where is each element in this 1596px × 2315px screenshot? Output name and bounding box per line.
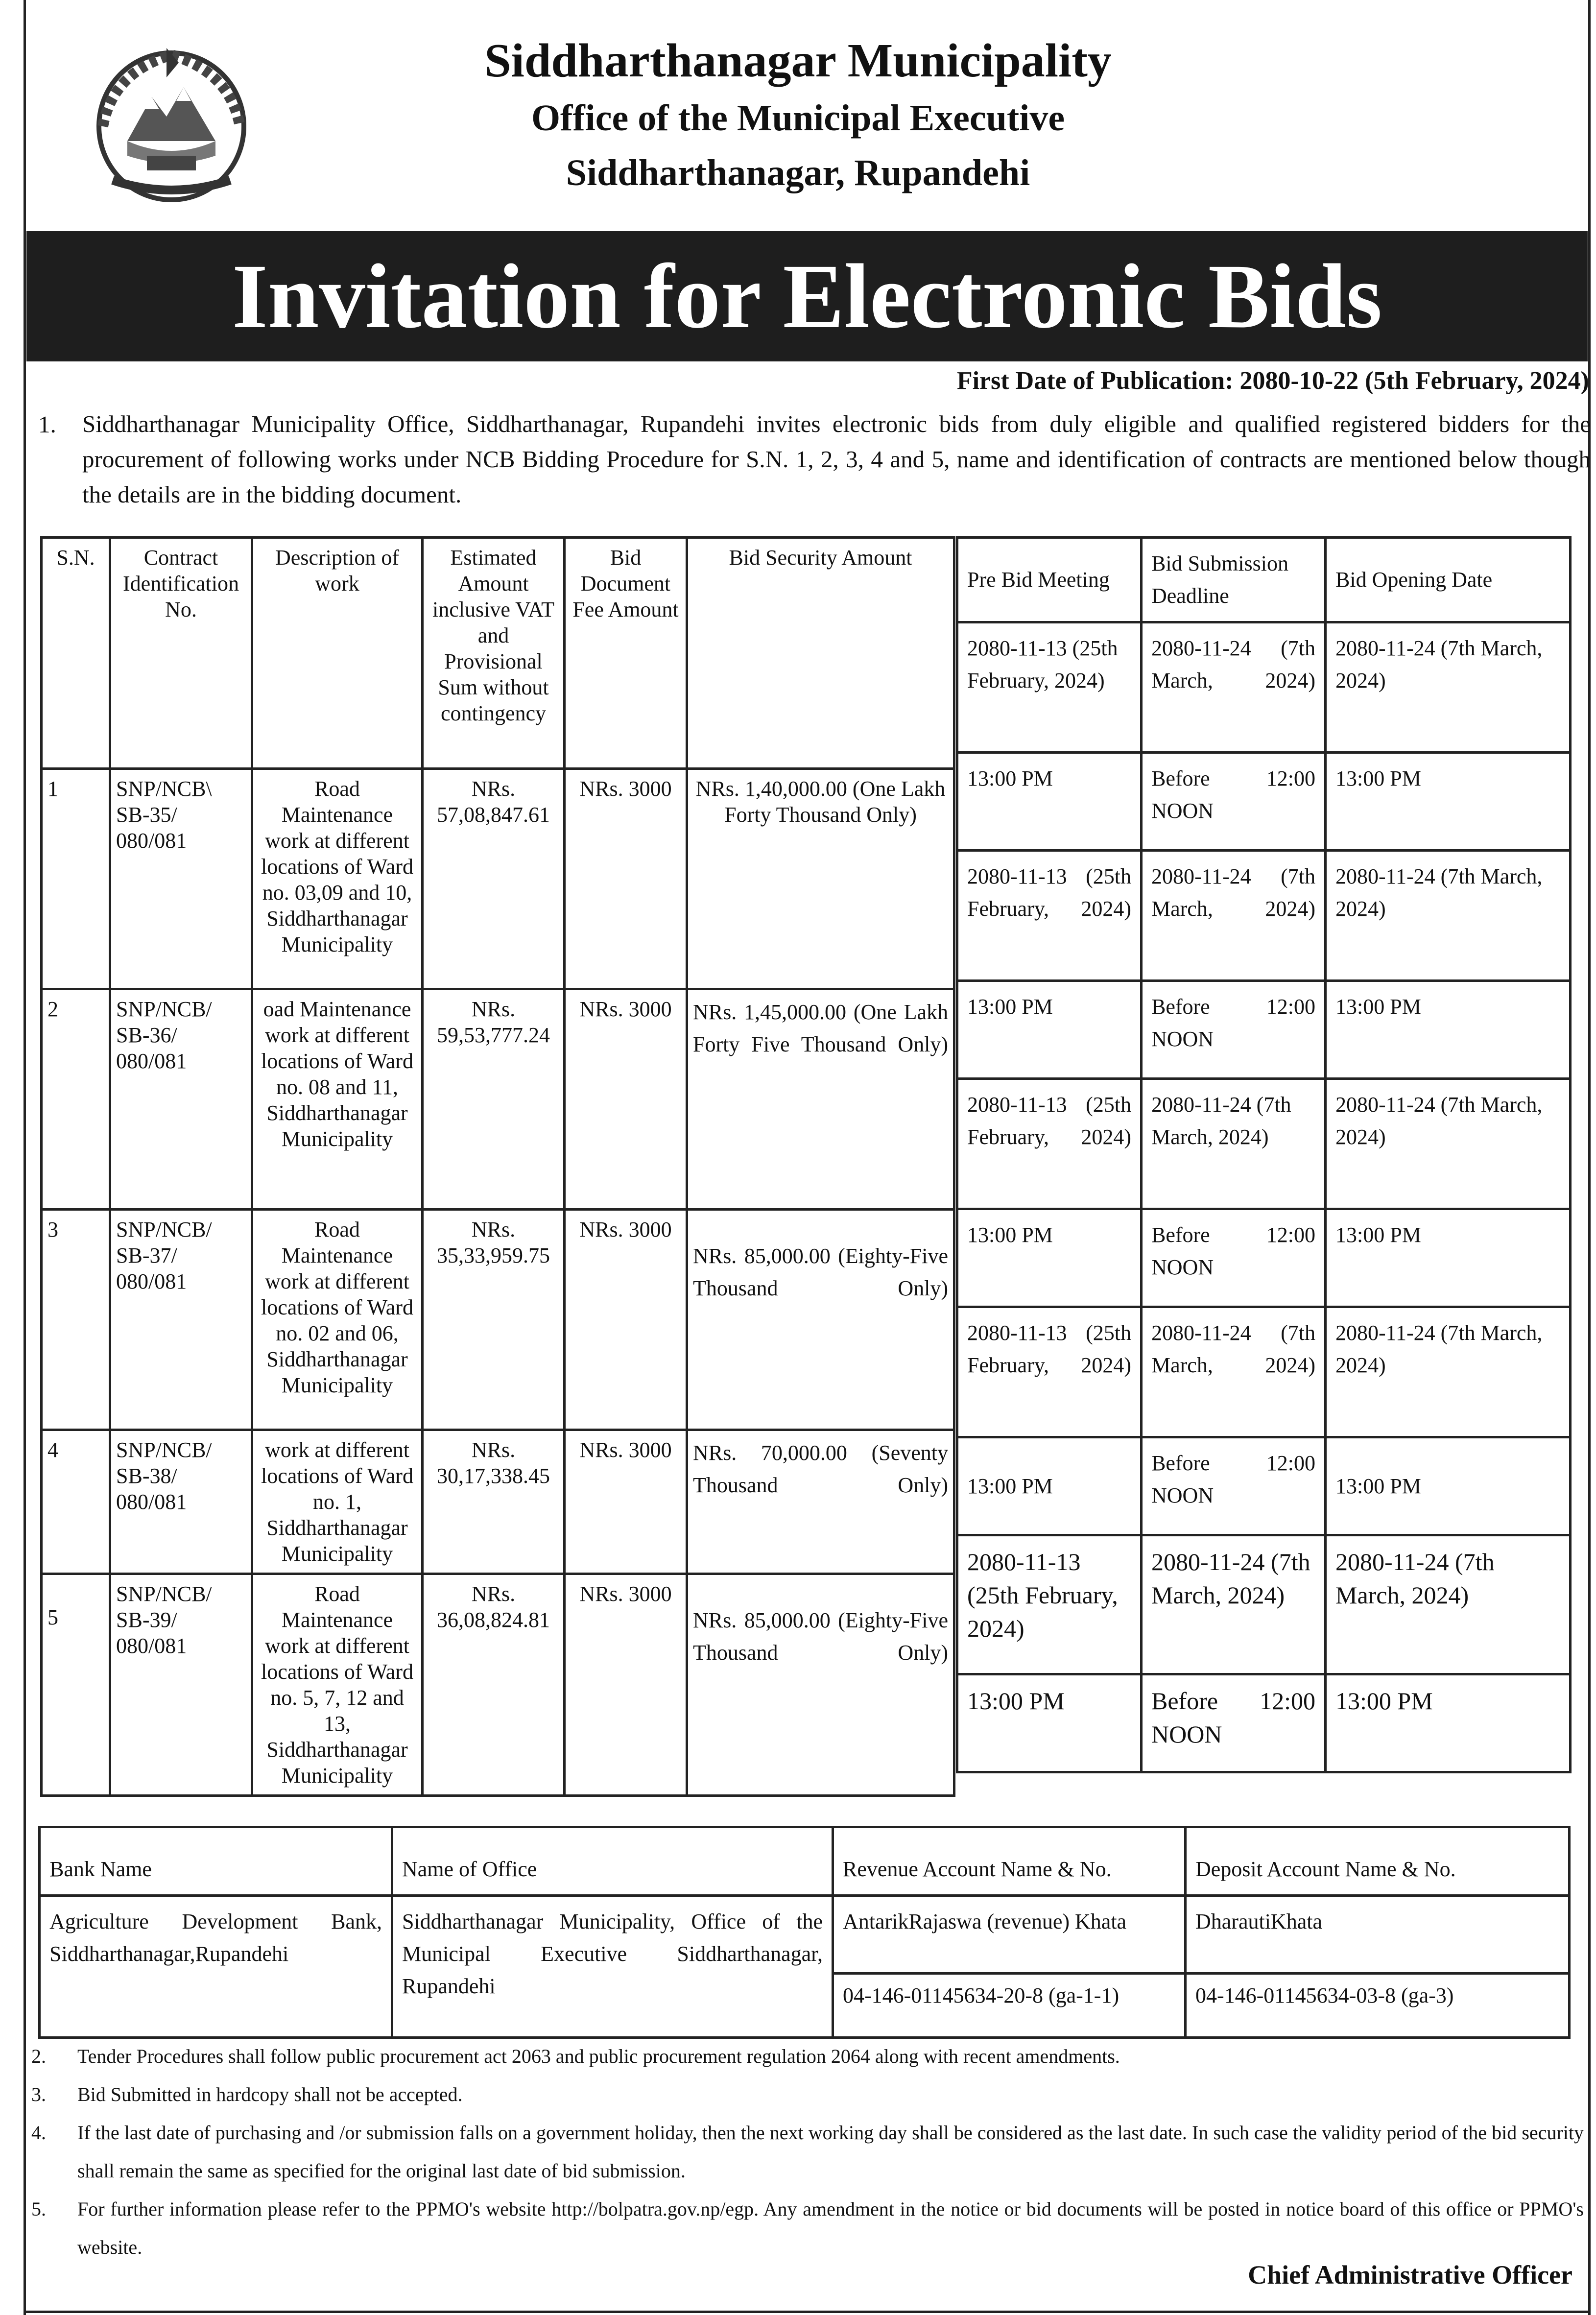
- schedule-header: [957, 538, 1571, 622]
- cell-sn: 2: [42, 989, 110, 1210]
- table-row: [42, 1210, 954, 1430]
- cell-contract-id: SNP/NCB/ SB-36/ 080/081: [110, 989, 252, 1210]
- cell-description: Road Maintenance work at different locations of Ward no. 03,09 and 10, Siddharthanagar Municipality: [252, 769, 423, 989]
- note-number: 4.: [31, 2122, 46, 2144]
- bottom-border: [24, 2311, 1591, 2313]
- office-name: Office of the Municipal Executive: [531, 97, 1065, 139]
- cell-doc-fee: NRs. 3000: [565, 769, 687, 989]
- list-item: [31, 2114, 1584, 2190]
- list-item: [31, 2076, 1584, 2114]
- schedule-row: [957, 1209, 1571, 1307]
- works-table-header: [42, 538, 954, 769]
- pre-bid-date: 2080-11-13 (25th February, 2024): [957, 851, 1142, 981]
- opening-date: 2080-11-24 (7th March, 2024): [1326, 851, 1571, 981]
- cell-contract-id: SNP/NCB\ SB-35/ 080/081: [110, 769, 252, 989]
- schedule-row: [957, 753, 1571, 851]
- header-bank: Bank Name: [40, 1827, 392, 1896]
- note-number: 2.: [31, 2045, 46, 2067]
- header-estimate: Estimated Amount inclusive VAT and Provisional Sum without contingency: [423, 538, 565, 769]
- submission-date: 2080-11-24 (7th March, 2024): [1142, 622, 1326, 753]
- header-deposit: Deposit Account Name & No.: [1186, 1827, 1570, 1896]
- submission-time: Before 12:00 NOON: [1142, 753, 1326, 851]
- opening-date: 2080-11-24 (7th March, 2024): [1326, 622, 1571, 753]
- table-row: [42, 1574, 954, 1796]
- pre-bid-time: 13:00 PM: [957, 753, 1142, 851]
- note-text: For further information please refer to the PPMO's website http://bolpatra.gov.np/egp. Any amendment in the notice or bid documents will be posted in notice board of this office or PPMO's website.: [77, 2198, 1584, 2258]
- header-doc-fee: Bid Document Fee Amount: [565, 538, 687, 769]
- header-opening: Bid Opening Date: [1326, 538, 1571, 622]
- header-security: Bid Security Amount: [687, 538, 954, 769]
- cell-estimate: NRs. 57,08,847.61: [423, 769, 565, 989]
- submission-time: Before 12:00 NOON: [1142, 981, 1326, 1079]
- cell-estimate: NRs. 30,17,338.45: [423, 1430, 565, 1574]
- bank-table-header: [40, 1827, 1570, 1896]
- deposit-account-number: 04-146-01145634-03-8 (ga-3): [1195, 1983, 1454, 2007]
- bank-row: [40, 1896, 1570, 2038]
- revenue-account-name: AntarikRajaswa (revenue) Khata: [834, 1897, 1184, 1975]
- opening-time: 13:00 PM: [1326, 1209, 1571, 1307]
- cell-estimate: NRs. 36,08,824.81: [423, 1574, 565, 1796]
- opening-time: 13:00 PM: [1326, 1437, 1571, 1535]
- schedule-table: [956, 536, 1572, 1773]
- cell-estimate: NRs. 35,33,959.75: [423, 1210, 565, 1430]
- schedule-row: [957, 1307, 1571, 1437]
- note-text: Bid Submitted in hardcopy shall not be accepted.: [77, 2083, 463, 2105]
- cell-security: NRs. 85,000.00 (Eighty-Five Thousand Only): [687, 1210, 954, 1430]
- deposit-account-name: DharautiKhata: [1187, 1897, 1568, 1975]
- revenue-account-number: 04-146-01145634-20-8 (ga-1-1): [843, 1983, 1120, 2007]
- submission-date: 2080-11-24 (7th March, 2024): [1142, 1535, 1326, 1674]
- publication-date: [957, 366, 1589, 395]
- cell-sn: 5: [42, 1574, 110, 1796]
- cell-sn: 1: [42, 769, 110, 989]
- schedule-row: [957, 1079, 1571, 1209]
- cell-estimate: NRs. 59,53,777.24: [423, 989, 565, 1210]
- pre-bid-time: 13:00 PM: [957, 1674, 1142, 1772]
- cell-sn: 3: [42, 1210, 110, 1430]
- pre-bid-time: 13:00 PM: [957, 1209, 1142, 1307]
- office-address: Siddharthanagar, Rupandehi: [566, 152, 1030, 193]
- note-text: Tender Procedures shall follow public procurement act 2063 and public procurement regulation 2064 along with recent amendments.: [77, 2045, 1120, 2067]
- cell-doc-fee: NRs. 3000: [565, 1430, 687, 1574]
- submission-date: 2080-11-24 (7th March, 2024): [1142, 851, 1326, 981]
- list-item: [31, 2037, 1584, 2076]
- note-text: If the last date of purchasing and /or submission falls on a government holiday, then the next working day shall be considered as the last date. In such case the validity period of the bid security shall remain the same as specified for the original last date of bid submission.: [77, 2122, 1584, 2182]
- table-row: [42, 989, 954, 1210]
- header-contract-id: Contract Identification No.: [110, 538, 252, 769]
- bank-name: Agriculture Development Bank, Siddharthanagar,Rupandehi: [40, 1896, 392, 2038]
- list-item: [31, 2190, 1584, 2267]
- intro-number: 1.: [38, 411, 56, 438]
- cell-security: NRs. 85,000.00 (Eighty-Five Thousand Only): [687, 1574, 954, 1796]
- signature-title: Chief Administrative Officer: [1248, 2260, 1572, 2290]
- cell-doc-fee: NRs. 3000: [565, 989, 687, 1210]
- cell-doc-fee: NRs. 3000: [565, 1210, 687, 1430]
- municipality-name: Siddharthanagar Municipality: [484, 34, 1112, 87]
- publication-value: 2080-10-22 (5th February, 2024): [1239, 367, 1589, 395]
- schedule-row: [957, 851, 1571, 981]
- page-title-banner: Invitation for Electronic Bids: [26, 231, 1588, 361]
- submission-date: 2080-11-24 (7th March, 2024): [1142, 1307, 1326, 1437]
- opening-date: 2080-11-24 (7th March, 2024): [1326, 1079, 1571, 1209]
- header-office: Name of Office: [392, 1827, 833, 1896]
- cell-sn: 4: [42, 1430, 110, 1574]
- works-table: [40, 536, 955, 1797]
- pre-bid-time: 13:00 PM: [957, 1437, 1142, 1535]
- header-sn: S.N.: [42, 538, 110, 769]
- schedule-row: [957, 1535, 1571, 1674]
- table-row: [42, 769, 954, 989]
- intro-paragraph: Siddharthanagar Municipality Office, Siddharthanagar, Rupandehi invites electronic bids from duly eligible and qualified registered bidders for the procurement of following works under NCB Bidding Procedure for S.N. 1, 2, 3, 4 and 5, name and identification of contracts are mentioned below though the details are in the bidding document.: [82, 410, 1591, 508]
- submission-time: Before 12:00 NOON: [1142, 1209, 1326, 1307]
- pre-bid-time: 13:00 PM: [957, 981, 1142, 1079]
- pre-bid-date: 2080-11-13 (25th February, 2024): [957, 1307, 1142, 1437]
- note-number: 3.: [31, 2083, 46, 2105]
- deposit-account: [1186, 1896, 1570, 2038]
- pre-bid-date: 2080-11-13 (25th February, 2024): [957, 1535, 1142, 1674]
- schedule-row: [957, 1437, 1571, 1535]
- schedule-row: [957, 1674, 1571, 1772]
- cell-description: Road Maintenance work at different locations of Ward no. 02 and 06, Siddharthanagar Municipality: [252, 1210, 423, 1430]
- opening-date: 2080-11-24 (7th March, 2024): [1326, 1535, 1571, 1674]
- cell-contract-id: SNP/NCB/ SB-39/ 080/081: [110, 1574, 252, 1796]
- cell-security: NRs. 1,45,000.00 (One Lakh Forty Five Thousand Only): [687, 989, 954, 1210]
- revenue-account: [833, 1896, 1186, 2038]
- header-submission: Bid Submission Deadline: [1142, 538, 1326, 622]
- opening-time: 13:00 PM: [1326, 981, 1571, 1079]
- publication-label: First Date of Publication:: [956, 367, 1234, 395]
- pre-bid-date: 2080-11-13 (25th February, 2024): [957, 1079, 1142, 1209]
- table-row: [42, 1430, 954, 1574]
- submission-date: 2080-11-24 (7th March, 2024): [1142, 1079, 1326, 1209]
- header-revenue: Revenue Account Name & No.: [833, 1827, 1186, 1896]
- cell-security: NRs. 1,40,000.00 (One Lakh Forty Thousand Only): [687, 769, 954, 989]
- header-description: Description of work: [252, 538, 423, 769]
- opening-time: 13:00 PM: [1326, 753, 1571, 851]
- cell-security: NRs. 70,000.00 (Seventy Thousand Only): [687, 1430, 954, 1574]
- opening-time: 13:00 PM: [1326, 1674, 1571, 1772]
- submission-time: Before 12:00 NOON: [1142, 1674, 1326, 1772]
- cell-description: work at different locations of Ward no. 1, Siddharthanagar Municipality: [252, 1430, 423, 1574]
- pre-bid-date: 2080-11-13 (25th February, 2024): [957, 622, 1142, 753]
- note-number: 5.: [31, 2198, 46, 2220]
- office-name-cell: Siddharthanagar Municipality, Office of the Municipal Executive Siddharthanagar, Rupandehi: [392, 1896, 833, 2038]
- notes-list: [31, 2037, 1584, 2267]
- schedule-row: [957, 622, 1571, 753]
- cell-description: oad Maintenance work at different locations of Ward no. 08 and 11, Siddharthanagar Municipality: [252, 989, 423, 1210]
- cell-doc-fee: NRs. 3000: [565, 1574, 687, 1796]
- header-pre-bid: Pre Bid Meeting: [957, 538, 1142, 622]
- opening-date: 2080-11-24 (7th March, 2024): [1326, 1307, 1571, 1437]
- submission-time: Before 12:00 NOON: [1142, 1437, 1326, 1535]
- schedule-row: [957, 981, 1571, 1079]
- cell-description: Road Maintenance work at different locations of Ward no. 5, 7, 12 and 13, Siddharthanagar Municipality: [252, 1574, 423, 1796]
- cell-contract-id: SNP/NCB/ SB-37/ 080/081: [110, 1210, 252, 1430]
- bank-table: [38, 1826, 1571, 2039]
- cell-contract-id: SNP/NCB/ SB-38/ 080/081: [110, 1430, 252, 1574]
